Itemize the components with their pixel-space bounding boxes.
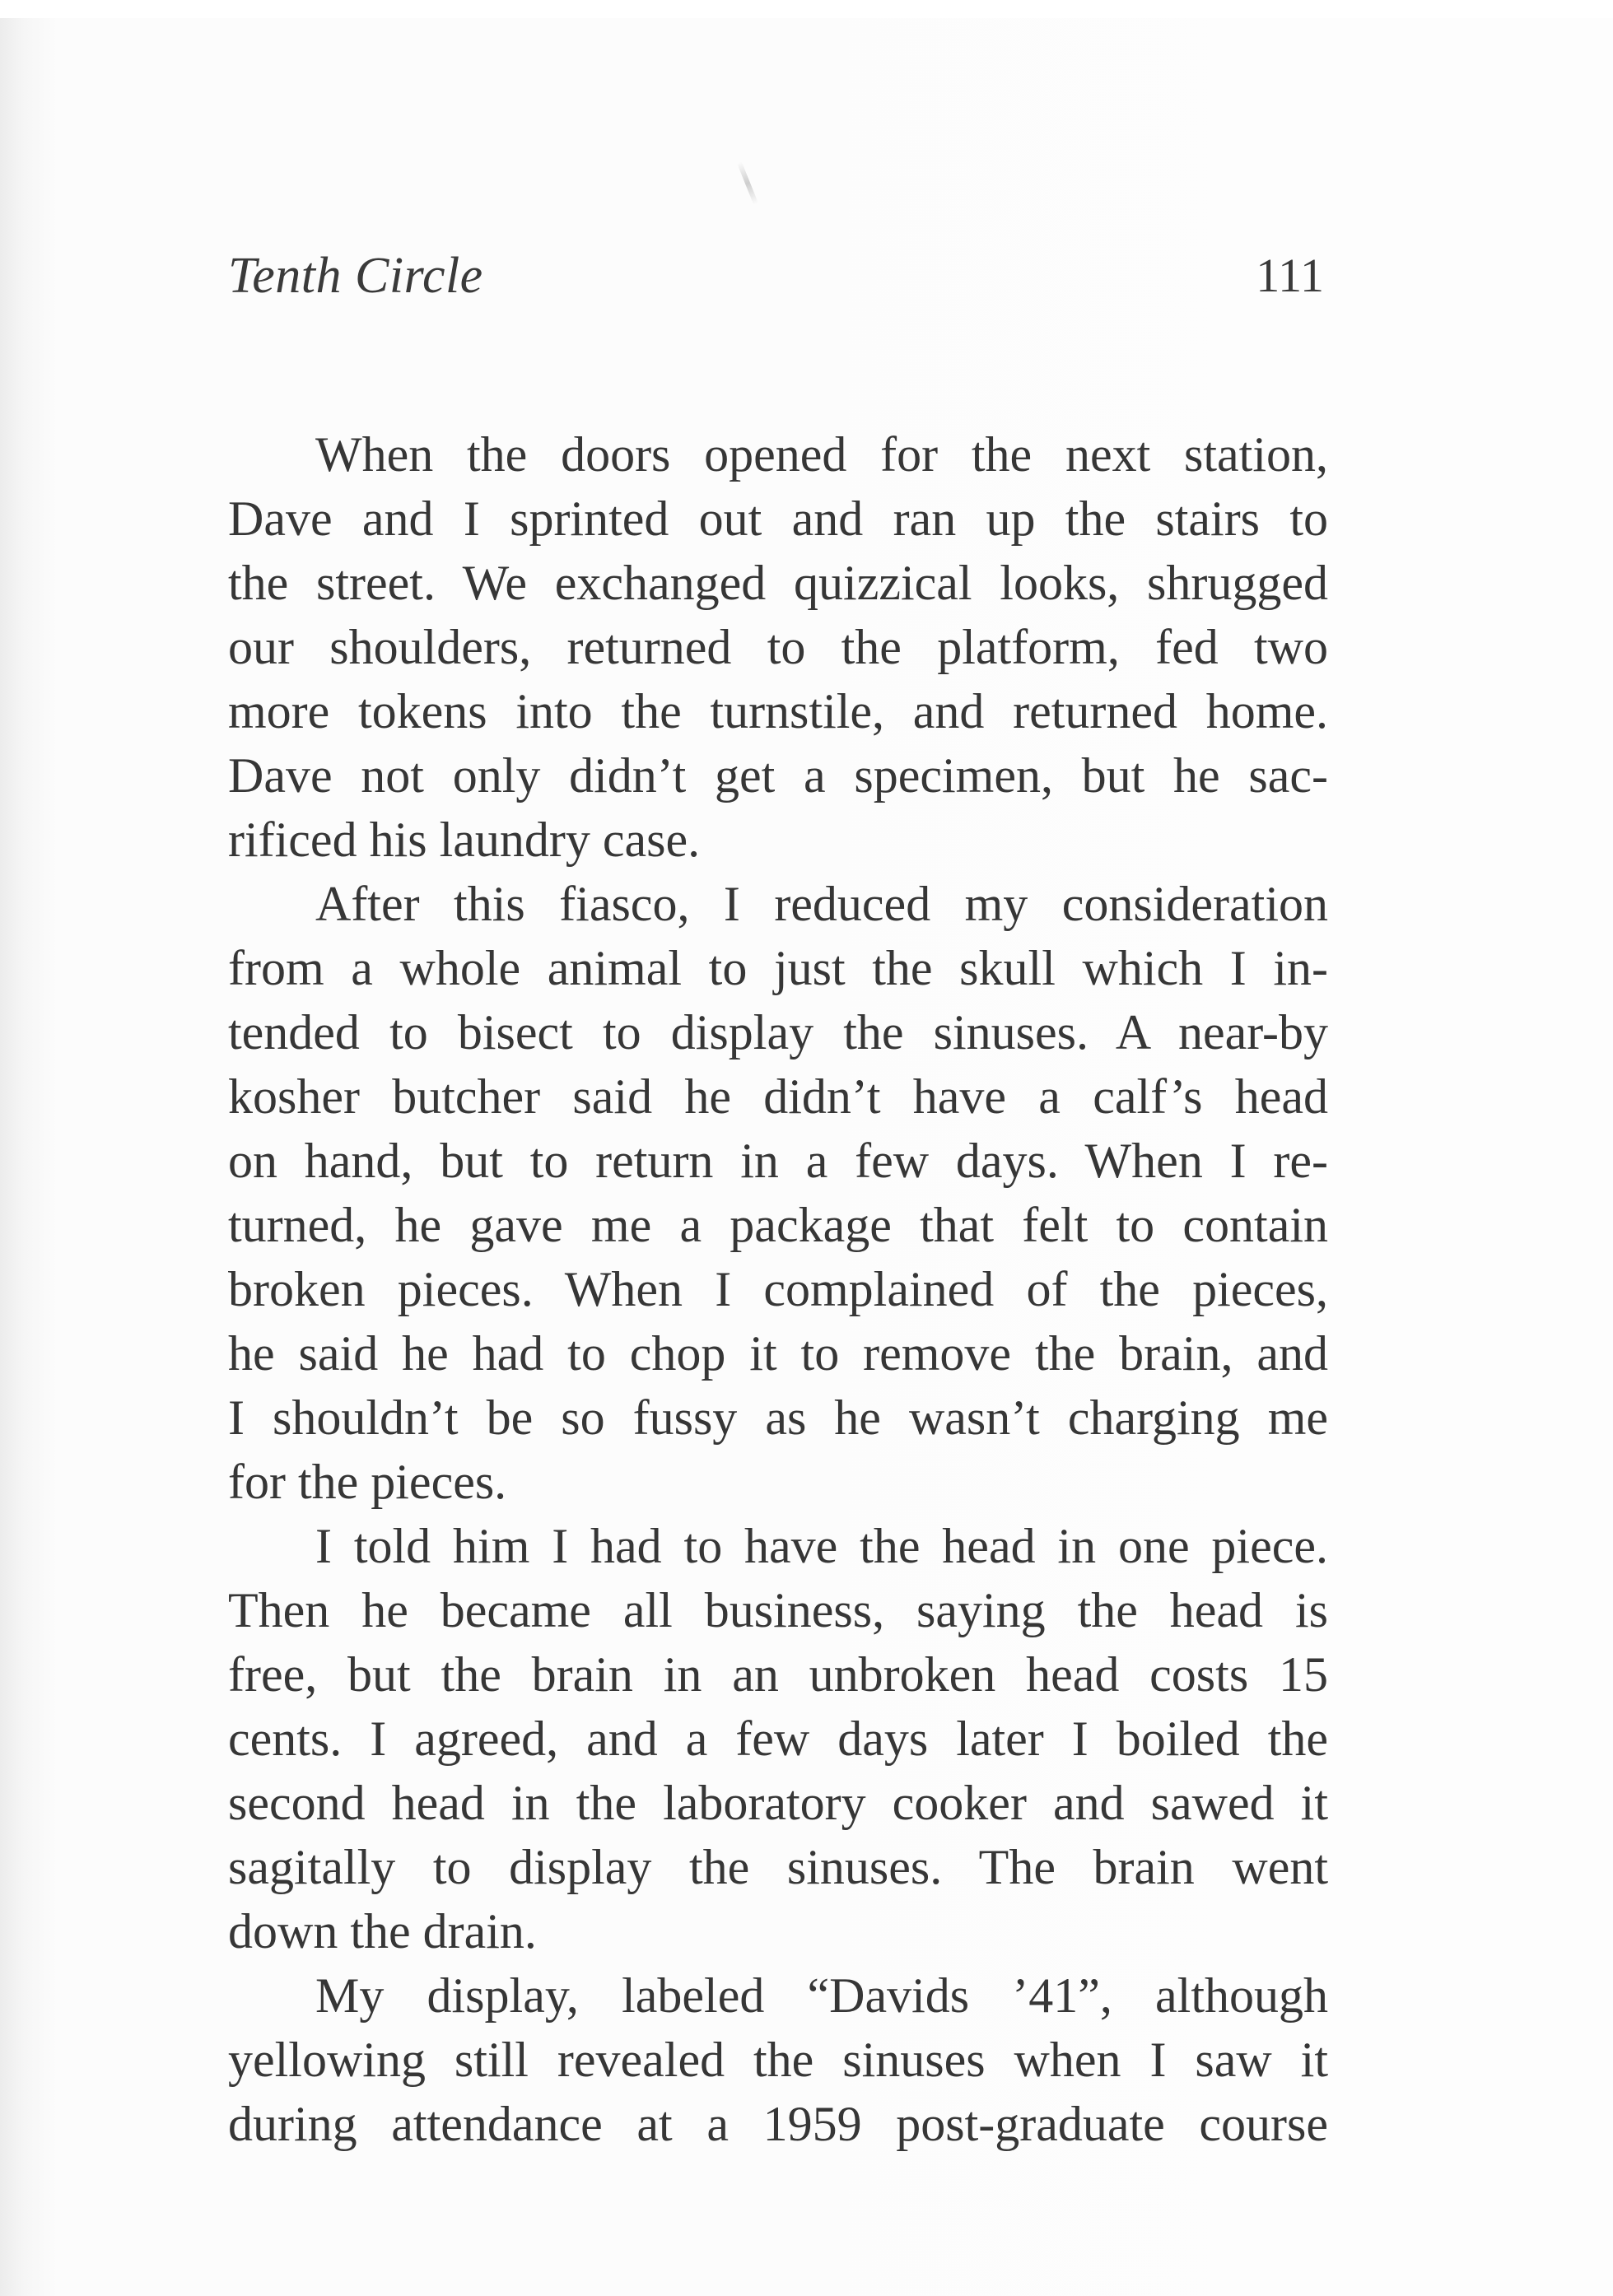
text-line: the street. We exchanged quizzical looks, shrugged: [228, 556, 1328, 610]
text-line: second head in the laboratory cooker and sawed it: [228, 1776, 1328, 1830]
text-line: Then he became all business, saying the head is: [228, 1583, 1328, 1637]
text-line: down the drain.: [228, 1904, 537, 1958]
text-line: tended to bisect to display the sinuses. A near-by: [228, 1005, 1328, 1060]
text-line: sagitally to display the sinuses. The brain went: [228, 1840, 1328, 1894]
text-line: more tokens into the turnstile, and returned home.: [228, 684, 1328, 738]
page-top-edge: [0, 0, 1613, 18]
text-line: Dave not only didn’t get a specimen, but he sac-: [228, 748, 1328, 803]
page-number: 111: [1256, 249, 1324, 302]
text-line: kosher butcher said he didn’t have a calf’s head: [228, 1069, 1328, 1124]
text-line: during attendance at a 1959 post-graduate course: [228, 2097, 1328, 2151]
text-line: on hand, but to return in a few days. When I re-: [228, 1134, 1328, 1188]
text-line: for the pieces.: [228, 1455, 507, 1509]
text-line: our shoulders, returned to the platform, fed two: [228, 620, 1328, 674]
running-head-title: Tenth Circle: [228, 248, 483, 304]
text-line: broken pieces. When I complained of the pieces,: [228, 1262, 1328, 1316]
text-line: I shouldn’t be so fussy as he wasn’t charging me: [228, 1390, 1328, 1445]
text-line: he said he had to chop it to remove the brain, and: [228, 1326, 1328, 1381]
text-line: When the doors opened for the next station,: [315, 427, 1328, 482]
text-line: turned, he gave me a package that felt to contain: [228, 1198, 1328, 1252]
text-line: cents. I agreed, and a few days later I boiled the: [228, 1712, 1328, 1766]
text-line: I told him I had to have the head in one piece.: [315, 1519, 1328, 1573]
text-line: After this fiasco, I reduced my consideration: [315, 877, 1328, 931]
body-text: [228, 422, 1328, 2156]
text-line: yellowing still revealed the sinuses when I saw it: [228, 2033, 1328, 2087]
text-line: from a whole animal to just the skull which I in-: [228, 941, 1328, 995]
text-line: Dave and I sprinted out and ran up the stairs to: [228, 491, 1328, 546]
text-line: rificed his laundry case.: [228, 813, 701, 867]
text-line: free, but the brain in an unbroken head costs 15: [228, 1647, 1328, 1702]
text-line: My display, labeled “Davids ’41”, although: [315, 1968, 1328, 2023]
